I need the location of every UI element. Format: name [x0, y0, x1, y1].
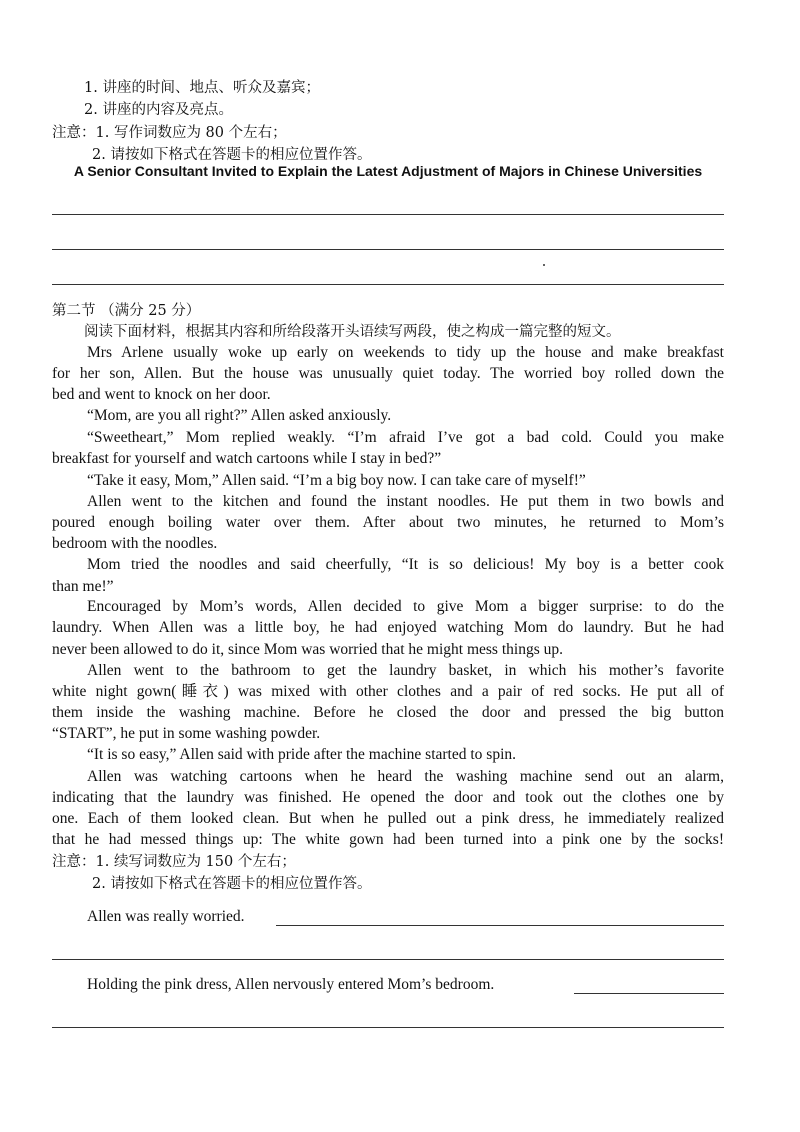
answer-line[interactable]: [52, 214, 724, 215]
stray-dot: [543, 264, 545, 266]
passage-line: bed and went to knock on her door.: [52, 386, 271, 403]
note-word-count-2: 注意：1. 续写词数应为 150 个左右；: [52, 854, 296, 870]
passage-line: Allen went to the bathroom to get the laundry basket, in which his mother’s favorite: [87, 662, 724, 679]
passage-line: laundry. When Allen was a little boy, he had enjoyed watching Mom do laundry. But he had: [52, 619, 724, 636]
passage-line: them inside the washing machine. Before he closed the door and pressed the big button: [52, 704, 724, 721]
passage-line: “Mom, are you all right?” Allen asked anxiously.: [87, 407, 392, 424]
passage-line: indicating that the laundry was finished. He opened the door and took out the clothes one by: [52, 789, 724, 806]
note-format-2: 2. 请按如下格式在答题卡的相应位置作答。: [92, 876, 372, 892]
requirement-2: 2. 讲座的内容及亮点。: [84, 102, 233, 118]
passage-line: that he had messed things up: The white gown had been turned into a pink one by the socks!: [52, 831, 724, 848]
answer-line[interactable]: [52, 284, 724, 285]
passage-line: Mrs Arlene usually woke up early on weekends to tidy up the house and make breakfast: [87, 344, 724, 361]
note-format: 2. 请按如下格式在答题卡的相应位置作答。: [92, 147, 372, 163]
passage-line: breakfast for yourself and watch cartoons while I stay in bed?”: [52, 450, 442, 467]
passage-line: than me!”: [52, 578, 114, 595]
passage-line: one. Each of them looked clean. But when he pulled out a pink dress, he immediately realized: [52, 810, 724, 827]
answer-line[interactable]: [52, 959, 724, 960]
section-heading: 第二节 （满分 25 分）: [52, 303, 201, 319]
passage-line: “Take it easy, Mom,” Allen said. “I’m a big boy now. I can take care of myself!”: [87, 472, 586, 489]
passage-line: Allen went to the kitchen and found the instant noodles. He put them in two bowls and: [87, 493, 724, 510]
passage-line: bedroom with the noodles.: [52, 535, 218, 552]
answer-line[interactable]: [574, 993, 724, 994]
section-instruction: 阅读下面材料，根据其内容和所给段落开头语续写两段，使之构成一篇完整的短文。: [84, 324, 621, 340]
passage-line: for her son, Allen. But the house was unusually quiet today. The worried boy rolled down the: [52, 365, 724, 382]
passage-line: white night gown(睡衣) was mixed with other clothes and a pair of red socks. He put all of: [52, 683, 724, 700]
note-word-count: 注意：1. 写作词数应为 80 个左右；: [52, 125, 287, 141]
paragraph-start-2: Holding the pink dress, Allen nervously entered Mom’s bedroom.: [87, 976, 495, 993]
passage-line: Encouraged by Mom’s words, Allen decided to give Mom a bigger surprise: to do the: [87, 598, 724, 615]
passage-line: never been allowed to do it, since Mom was worried that he might mess things up.: [52, 641, 563, 658]
paragraph-start-1: Allen was really worried.: [87, 908, 245, 925]
passage-line: poured enough boiling water over them. After about two minutes, he returned to Mom’s: [52, 514, 724, 531]
requirement-1: 1. 讲座的时间、地点、听众及嘉宾；: [84, 80, 320, 96]
passage-line: “It is so easy,” Allen said with pride after the machine started to spin.: [87, 746, 516, 763]
answer-line[interactable]: [276, 925, 724, 926]
passage-line: “Sweetheart,” Mom replied weakly. “I’m afraid I’ve got a bad cold. Could you make: [87, 429, 724, 446]
answer-line[interactable]: [52, 1027, 724, 1028]
passage-line: Mom tried the noodles and said cheerfully, “It is so delicious! My boy is a better cook: [87, 556, 724, 573]
answer-line[interactable]: [52, 249, 724, 250]
passage-line: Allen was watching cartoons when he heard the washing machine send out an alarm,: [87, 768, 724, 785]
essay-title: A Senior Consultant Invited to Explain the Latest Adjustment of Majors in Chinese Universities: [73, 163, 703, 179]
passage-line: “START”, he put in some washing powder.: [52, 725, 321, 742]
